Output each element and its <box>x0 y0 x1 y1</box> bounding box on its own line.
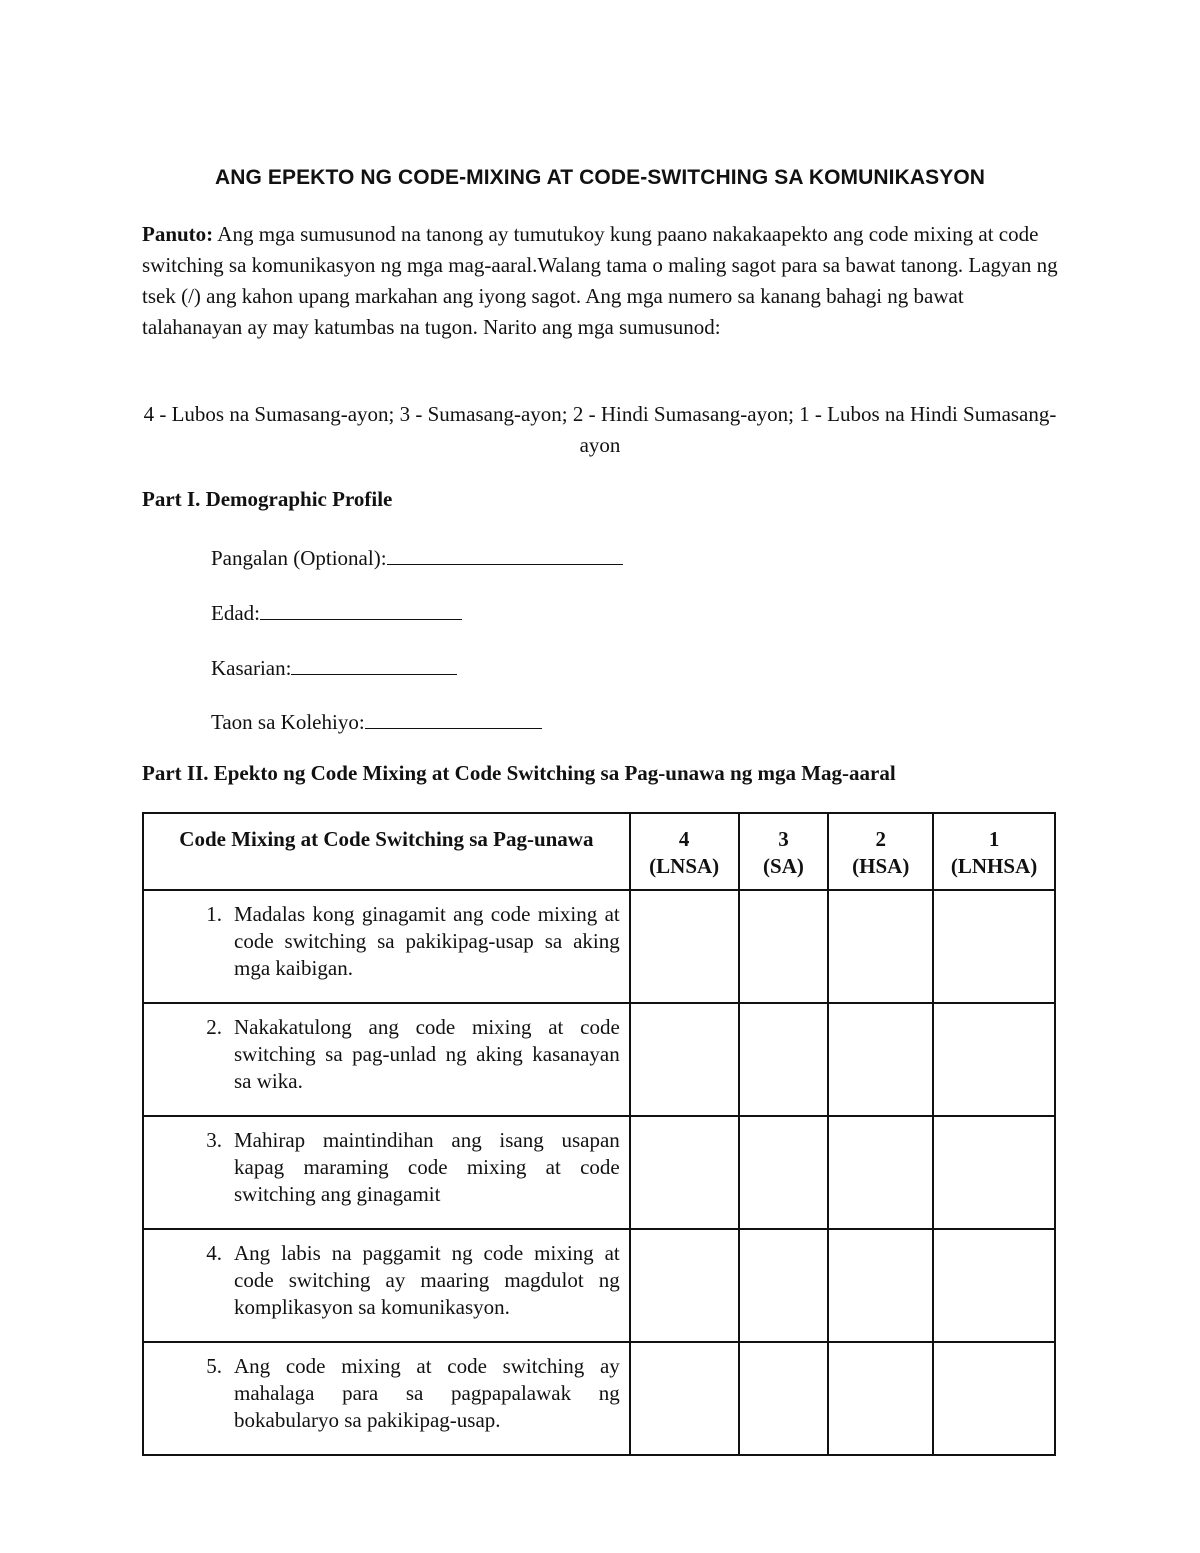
question-number: 1. <box>206 902 222 926</box>
sex-field-label: Kasarian: <box>211 656 292 680</box>
instructions-label: Panuto: <box>142 222 214 246</box>
college-year-field-label: Taon sa Kolehiyo: <box>211 710 365 734</box>
scale-header-1: 1 (LNHSA) <box>933 813 1055 890</box>
question-text: Madalas kong ginagamit ang code mixing at code switching sa pakikipag-usap sa aking mga kaibigan. <box>234 902 620 980</box>
answer-cell-2[interactable] <box>828 1342 933 1455</box>
answer-cell-3[interactable] <box>739 1003 829 1116</box>
table-header-row <box>143 813 1055 890</box>
instructions-text: Ang mga sumusunod na tanong ay tumutukoy kung paano nakakaapekto ang code mixing at code switching sa komunikasyon ng mga mag-aaral.Walang tama o maling sagot para sa bawat tanong. Lagyan ng tsek (/) ang kahon upang markahan ang iyong sagot. Ang mga numero sa kanang bahagi ng bawat talahanayan ay may katumbas na tugon. Narito ang mga sumusunod: <box>142 222 1058 339</box>
answer-cell-4[interactable] <box>630 890 739 1003</box>
answer-cell-4[interactable] <box>630 1229 739 1342</box>
question-number: 3. <box>206 1128 222 1152</box>
sex-input-line[interactable] <box>291 652 457 675</box>
scale-legend: 4 - Lubos na Sumasang-ayon; 3 - Sumasang-ayon; 2 - Hindi Sumasang-ayon; 1 - Lubos na Hindi Sumasang-ayon <box>143 402 1057 457</box>
answer-cell-1[interactable] <box>933 1229 1055 1342</box>
part1-heading: Part I. Demographic Profile <box>142 487 393 511</box>
answer-cell-3[interactable] <box>739 1116 829 1229</box>
college-year-field <box>211 706 542 735</box>
page-title: ANG EPEKTO NG CODE-MIXING AT CODE-SWITCHING SA KOMUNIKASYON <box>214 166 986 189</box>
question-text: Ang code mixing at code switching ay mahalaga para sa pagpapalawak ng bokabularyo sa pakikipag-usap. <box>234 1354 620 1432</box>
question-number: 5. <box>206 1354 222 1378</box>
answer-cell-3[interactable] <box>739 890 829 1003</box>
table-row <box>143 890 1055 1003</box>
age-input-line[interactable] <box>260 597 462 620</box>
question-cell <box>143 1003 630 1116</box>
question-cell <box>143 1229 630 1342</box>
college-year-input-line[interactable] <box>365 706 542 729</box>
scale-header-4: 4 (LNSA) <box>630 813 739 890</box>
scale-header-3: 3 (SA) <box>739 813 829 890</box>
answer-cell-4[interactable] <box>630 1116 739 1229</box>
question-text: Mahirap maintindihan ang isang usapan kapag maraming code mixing at code switching ang ginagamit <box>234 1128 620 1206</box>
answer-cell-2[interactable] <box>828 890 933 1003</box>
answer-cell-3[interactable] <box>739 1342 829 1455</box>
name-input-line[interactable] <box>387 542 623 565</box>
survey-table <box>142 812 1056 1456</box>
question-column-header: Code Mixing at Code Switching sa Pag-unawa <box>143 813 630 890</box>
name-field <box>211 542 623 571</box>
instructions <box>142 219 1058 343</box>
part2-heading: Part II. Epekto ng Code Mixing at Code Switching sa Pag-unawa ng mga Mag-aaral <box>142 761 896 785</box>
question-cell <box>143 1342 630 1455</box>
answer-cell-1[interactable] <box>933 1342 1055 1455</box>
answer-cell-1[interactable] <box>933 1116 1055 1229</box>
answer-cell-2[interactable] <box>828 1116 933 1229</box>
question-cell <box>143 890 630 1003</box>
answer-cell-4[interactable] <box>630 1003 739 1116</box>
table-row <box>143 1342 1055 1455</box>
scale-header-2: 2 (HSA) <box>828 813 933 890</box>
name-field-label: Pangalan (Optional): <box>211 546 387 570</box>
question-number: 2. <box>206 1015 222 1039</box>
table-row <box>143 1229 1055 1342</box>
question-cell <box>143 1116 630 1229</box>
age-field <box>211 597 462 626</box>
sex-field <box>211 652 457 681</box>
answer-cell-3[interactable] <box>739 1229 829 1342</box>
age-field-label: Edad: <box>211 601 260 625</box>
table-row <box>143 1003 1055 1116</box>
answer-cell-1[interactable] <box>933 1003 1055 1116</box>
answer-cell-2[interactable] <box>828 1229 933 1342</box>
question-text: Nakakatulong ang code mixing at code switching sa pag-unlad ng aking kasanayan sa wika. <box>234 1015 620 1093</box>
table-row <box>143 1116 1055 1229</box>
question-number: 4. <box>206 1241 222 1265</box>
answer-cell-2[interactable] <box>828 1003 933 1116</box>
answer-cell-1[interactable] <box>933 890 1055 1003</box>
answer-cell-4[interactable] <box>630 1342 739 1455</box>
question-text: Ang labis na paggamit ng code mixing at code switching ay maaring magdulot ng komplikasyon sa komunikasyon. <box>234 1241 620 1319</box>
